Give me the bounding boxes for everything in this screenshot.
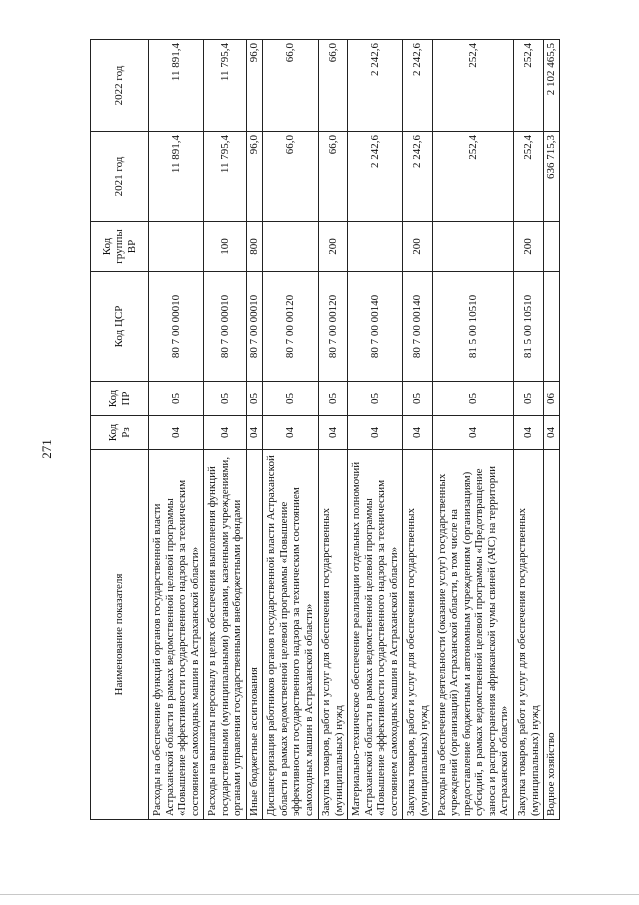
cell-name: Закупка товаров, работ и услуг для обеспечения государственных (муниципальных) нужд — [318, 450, 347, 820]
header-2021: 2021 год — [91, 132, 149, 222]
cell-y2021: 66,0 — [318, 132, 347, 222]
cell-vr — [432, 222, 514, 272]
cell-rz: 04 — [318, 416, 347, 450]
cell-rz: 04 — [204, 416, 246, 450]
cell-name: Материально-техническое обеспечение реализации отдельных полномочий Астраханской области в рамках ведомственной целевой программы «Повышение эффективности государственного надзора за техническим состоянием самоходных машин в Астраханской области» — [347, 450, 402, 820]
cell-pr: 05 — [318, 382, 347, 416]
page-number: 271 — [39, 439, 54, 459]
cell-csr — [543, 272, 559, 382]
cell-name: Закупка товаров, работ и услуг для обеспечения государственных (муниципальных) нужд — [403, 450, 432, 820]
header-pr: Код ПР — [91, 382, 149, 416]
table-row — [403, 40, 432, 820]
cell-y2022: 2 242,6 — [403, 40, 432, 132]
cell-rz: 04 — [347, 416, 402, 450]
cell-y2021: 11 795,4 — [204, 132, 246, 222]
cell-y2021: 66,0 — [263, 132, 318, 222]
table-header-row — [91, 40, 149, 820]
cell-name: Расходы на выплаты персоналу в целях обеспечения выполнения функций государственными (муниципальными) органами, казенными учреждениями, органами управления государственными внебюджетными фондами — [204, 450, 246, 820]
header-vr: Код группы ВР — [91, 222, 149, 272]
cell-y2021: 252,4 — [514, 132, 543, 222]
cell-csr: 80 7 00 00010 — [149, 272, 204, 382]
cell-pr: 05 — [347, 382, 402, 416]
cell-csr: 80 7 00 00120 — [263, 272, 318, 382]
header-2022: 2022 год — [91, 40, 149, 132]
cell-pr: 05 — [514, 382, 543, 416]
cell-vr — [543, 222, 559, 272]
header-name: Наименование показателя — [91, 450, 149, 820]
cell-y2021: 252,4 — [432, 132, 514, 222]
header-csr: Код ЦСР — [91, 272, 149, 382]
budget-table — [90, 39, 560, 820]
cell-csr: 81 5 00 10510 — [514, 272, 543, 382]
cell-vr — [347, 222, 402, 272]
cell-y2022: 66,0 — [263, 40, 318, 132]
cell-rz: 04 — [149, 416, 204, 450]
cell-pr: 06 — [543, 382, 559, 416]
cell-csr: 80 7 00 00140 — [347, 272, 402, 382]
cell-pr: 05 — [403, 382, 432, 416]
cell-rz: 04 — [432, 416, 514, 450]
table-row — [432, 40, 514, 820]
cell-y2022: 252,4 — [514, 40, 543, 132]
cell-pr: 05 — [246, 382, 262, 416]
table-row — [543, 40, 559, 820]
cell-name: Диспансеризация работников органов государственной власти Астраханской области в рамках ведомственной целевой программы «Повышение эффективности государственного надзора за техническим состоянием самоходных машин в Астраханской области» — [263, 450, 318, 820]
cell-y2022: 11 891,4 — [149, 40, 204, 132]
cell-pr: 05 — [204, 382, 246, 416]
cell-name: Иные бюджетные ассигнования — [246, 450, 262, 820]
cell-y2021: 636 715,3 — [543, 132, 559, 222]
cell-y2022: 252,4 — [432, 40, 514, 132]
cell-vr: 100 — [204, 222, 246, 272]
cell-csr: 81 5 00 10510 — [432, 272, 514, 382]
cell-vr — [149, 222, 204, 272]
budget-table-wrapper — [90, 40, 560, 820]
cell-y2021: 96,0 — [246, 132, 262, 222]
table-row — [204, 40, 246, 820]
cell-csr: 80 7 00 00140 — [403, 272, 432, 382]
cell-name: Закупка товаров, работ и услуг для обеспечения государственных (муниципальных) нужд — [514, 450, 543, 820]
cell-vr: 200 — [318, 222, 347, 272]
table-row — [149, 40, 204, 820]
cell-y2022: 11 795,4 — [204, 40, 246, 132]
cell-csr: 80 7 00 00010 — [204, 272, 246, 382]
cell-pr: 05 — [149, 382, 204, 416]
header-rz: Код Рз — [91, 416, 149, 450]
cell-y2022: 2 242,6 — [347, 40, 402, 132]
cell-csr: 80 7 00 00010 — [246, 272, 262, 382]
cell-vr — [263, 222, 318, 272]
cell-vr: 200 — [514, 222, 543, 272]
cell-rz: 04 — [246, 416, 262, 450]
cell-vr: 800 — [246, 222, 262, 272]
cell-pr: 05 — [263, 382, 318, 416]
cell-y2022: 96,0 — [246, 40, 262, 132]
cell-name: Водное хозяйство — [543, 450, 559, 820]
bottom-rule — [0, 894, 639, 895]
cell-rz: 04 — [514, 416, 543, 450]
table-row — [347, 40, 402, 820]
cell-y2021: 2 242,6 — [403, 132, 432, 222]
cell-name: Расходы на обеспечение функций органов государственной власти Астраханской области в рамках ведомственной целевой программы «Повышение эффективности государственного надзора за техническим состоянием самоходных машин в Астраханской области» — [149, 450, 204, 820]
cell-y2022: 2 102 465,5 — [543, 40, 559, 132]
cell-name: Расходы на обеспечение деятельности (оказание услуг) государственных учреждений (организаций) Астраханской области, в том числе на предоставление бюджетным и автономным учреждениям (организациям) субсидий, в рамках ведомственной целевой программы «Предотвращение заноса и распространения африканской чумы свиней (АЧС) на территории Астраханской области» — [432, 450, 514, 820]
cell-y2022: 66,0 — [318, 40, 347, 132]
cell-rz: 04 — [403, 416, 432, 450]
table-row — [263, 40, 318, 820]
table-row — [246, 40, 262, 820]
cell-y2021: 2 242,6 — [347, 132, 402, 222]
cell-csr: 80 7 00 00120 — [318, 272, 347, 382]
table-row — [514, 40, 543, 820]
cell-pr: 05 — [432, 382, 514, 416]
cell-vr: 200 — [403, 222, 432, 272]
cell-rz: 04 — [263, 416, 318, 450]
cell-y2021: 11 891,4 — [149, 132, 204, 222]
table-row — [318, 40, 347, 820]
cell-rz: 04 — [543, 416, 559, 450]
